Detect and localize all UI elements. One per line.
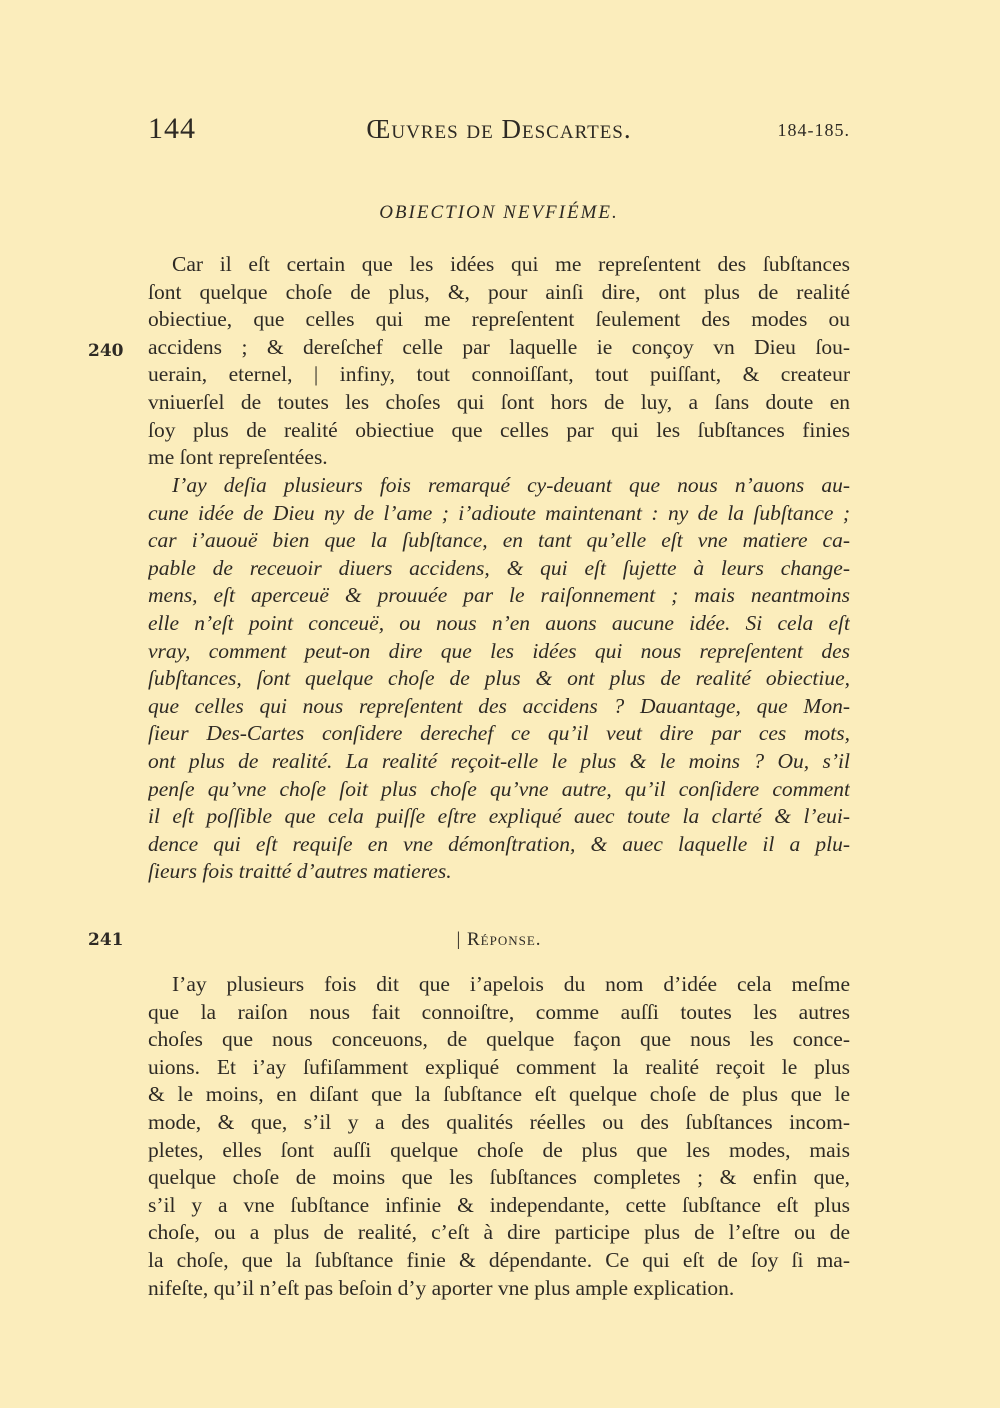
text-line: obiectiue, que celles qui me repreſentent ſeulement des modes ou	[148, 307, 850, 332]
text-line: la choſe, que la ſubſtance finie & dépendante. Ce qui eſt de ſoy ſi ma-	[148, 1247, 850, 1272]
text-line: choſe, ou a plus de realité, c’eſt à dire participe plus de l’eſtre ou de	[148, 1220, 850, 1245]
text-line: choſes que nous conceuons, de quelque façon que nous les conce-	[148, 1027, 850, 1052]
text-line: que la raiſon nous fait connoiſtre, comme auſſi toutes les autres	[148, 999, 850, 1024]
text-line: ont plus de realité. La realité reçoit-elle le plus & le moins ? Ou, s’il	[148, 748, 850, 773]
objection-reply-paragraph	[148, 472, 850, 886]
text-line: me ſont repreſentées.	[148, 445, 328, 470]
text-line: pable de receuoir diuers accidens, & qui eſt ſujette à leurs change-	[148, 555, 850, 580]
text-line: uions. Et i’ay ſufiſamment expliqué comment la realité reçoit le plus	[148, 1054, 850, 1079]
text-line: I’ay plusieurs fois dit que i’apelois du nom d’idée cela meſme	[172, 972, 850, 996]
section-title: OBIECTION NEVFIÉME.	[379, 202, 619, 223]
text-line: Car il eſt certain que les idées qui me repreſentent des ſubſtances	[172, 252, 850, 276]
text-line: ſoy plus de realité obiectiue que celles par qui les ſubſtances finies	[148, 417, 850, 442]
text-line: nifeſte, qu’il n’eſt pas beſoin d’y aporter vne plus ample explication.	[148, 1275, 735, 1300]
text-line: vray, comment peut-on dire que les idées qui nous repreſentent des	[148, 638, 850, 663]
text-line: elle n’eſt point conceuë, ou nous n’en auons aucune idée. Si cela eſt	[148, 610, 850, 635]
text-line: uerain, eternel, | infiny, tout connoiſſant, tout puiſſant, & createur	[148, 362, 850, 387]
text-line: pletes, elles ſont auſſi quelque choſe de plus que les modes, mais	[148, 1137, 850, 1162]
text-line: que celles qui nous repreſentent des accidens ? Dauantage, que Mon-	[148, 693, 850, 718]
reponse-heading: | Réponse.	[456, 929, 542, 950]
text-line: il eſt poſſible que cela puiſſe eſtre expliqué auec toute la clarté & l’eui-	[148, 804, 850, 829]
running-title: Œuvres de Descartes.	[366, 114, 632, 144]
text-line: ſieurs fois traitté d’autres matieres.	[148, 859, 452, 884]
objection-paragraph	[148, 251, 850, 472]
text-line: mens, eſt aperceuë & prouuée par le raiſonnement ; mais neantmoins	[148, 583, 850, 608]
text-line: ſont quelque choſe de plus, &, pour ainſi dire, ont plus de realité	[148, 279, 850, 304]
text-line: ſubſtances, ſont quelque choſe de plus & ont plus de realité obiectiue,	[148, 666, 850, 691]
text-line: & le moins, en diſant que la ſubſtance eſt quelque choſe de plus que le	[148, 1082, 850, 1107]
page-range: 184-185.	[777, 120, 850, 140]
text-line: penſe qu’vne choſe ſoit plus choſe qu’vne autre, qu’il conſidere comment	[148, 776, 850, 801]
reponse-paragraph	[148, 971, 850, 1302]
text-line: quelque choſe de moins que les ſubſtances completes ; & enfin que,	[148, 1165, 850, 1190]
text-line: accidens ; & dereſchef celle par laquelle ie conçoy vn Dieu ſou-	[148, 334, 850, 359]
text-line: car i’auouë bien que la ſubſtance, en tant qu’elle eſt vne matiere ca-	[148, 528, 850, 553]
text-line: mode, & que, s’il y a des qualités réelles ou des ſubſtances incom-	[148, 1109, 850, 1134]
text-line: I’ay deſia plusieurs fois remarqué cy-deuant que nous n’auons au-	[172, 473, 850, 497]
text-line: vniuerſel de toutes les choſes qui ſont hors de luy, a ſans doute en	[148, 389, 850, 414]
margin-number-240: 240	[88, 341, 124, 361]
text-line: s’il y a vne ſubſtance infinie & independante, cette ſubſtance eſt plus	[148, 1192, 850, 1217]
page-header	[148, 112, 850, 152]
text-line: ſieur Des-Cartes conſidere derechef ce qu’il veut dire par ces mots,	[148, 721, 850, 746]
text-line: dence qui eſt requiſe en vne démonſtration, & auec laquelle il a plu-	[148, 831, 850, 856]
page-number: 144	[148, 112, 196, 145]
margin-number-241: 241	[88, 930, 124, 950]
text-line: cune idée de Dieu ny de l’ame ; i’adioute maintenant : ny de la ſubſtance ;	[148, 500, 850, 525]
